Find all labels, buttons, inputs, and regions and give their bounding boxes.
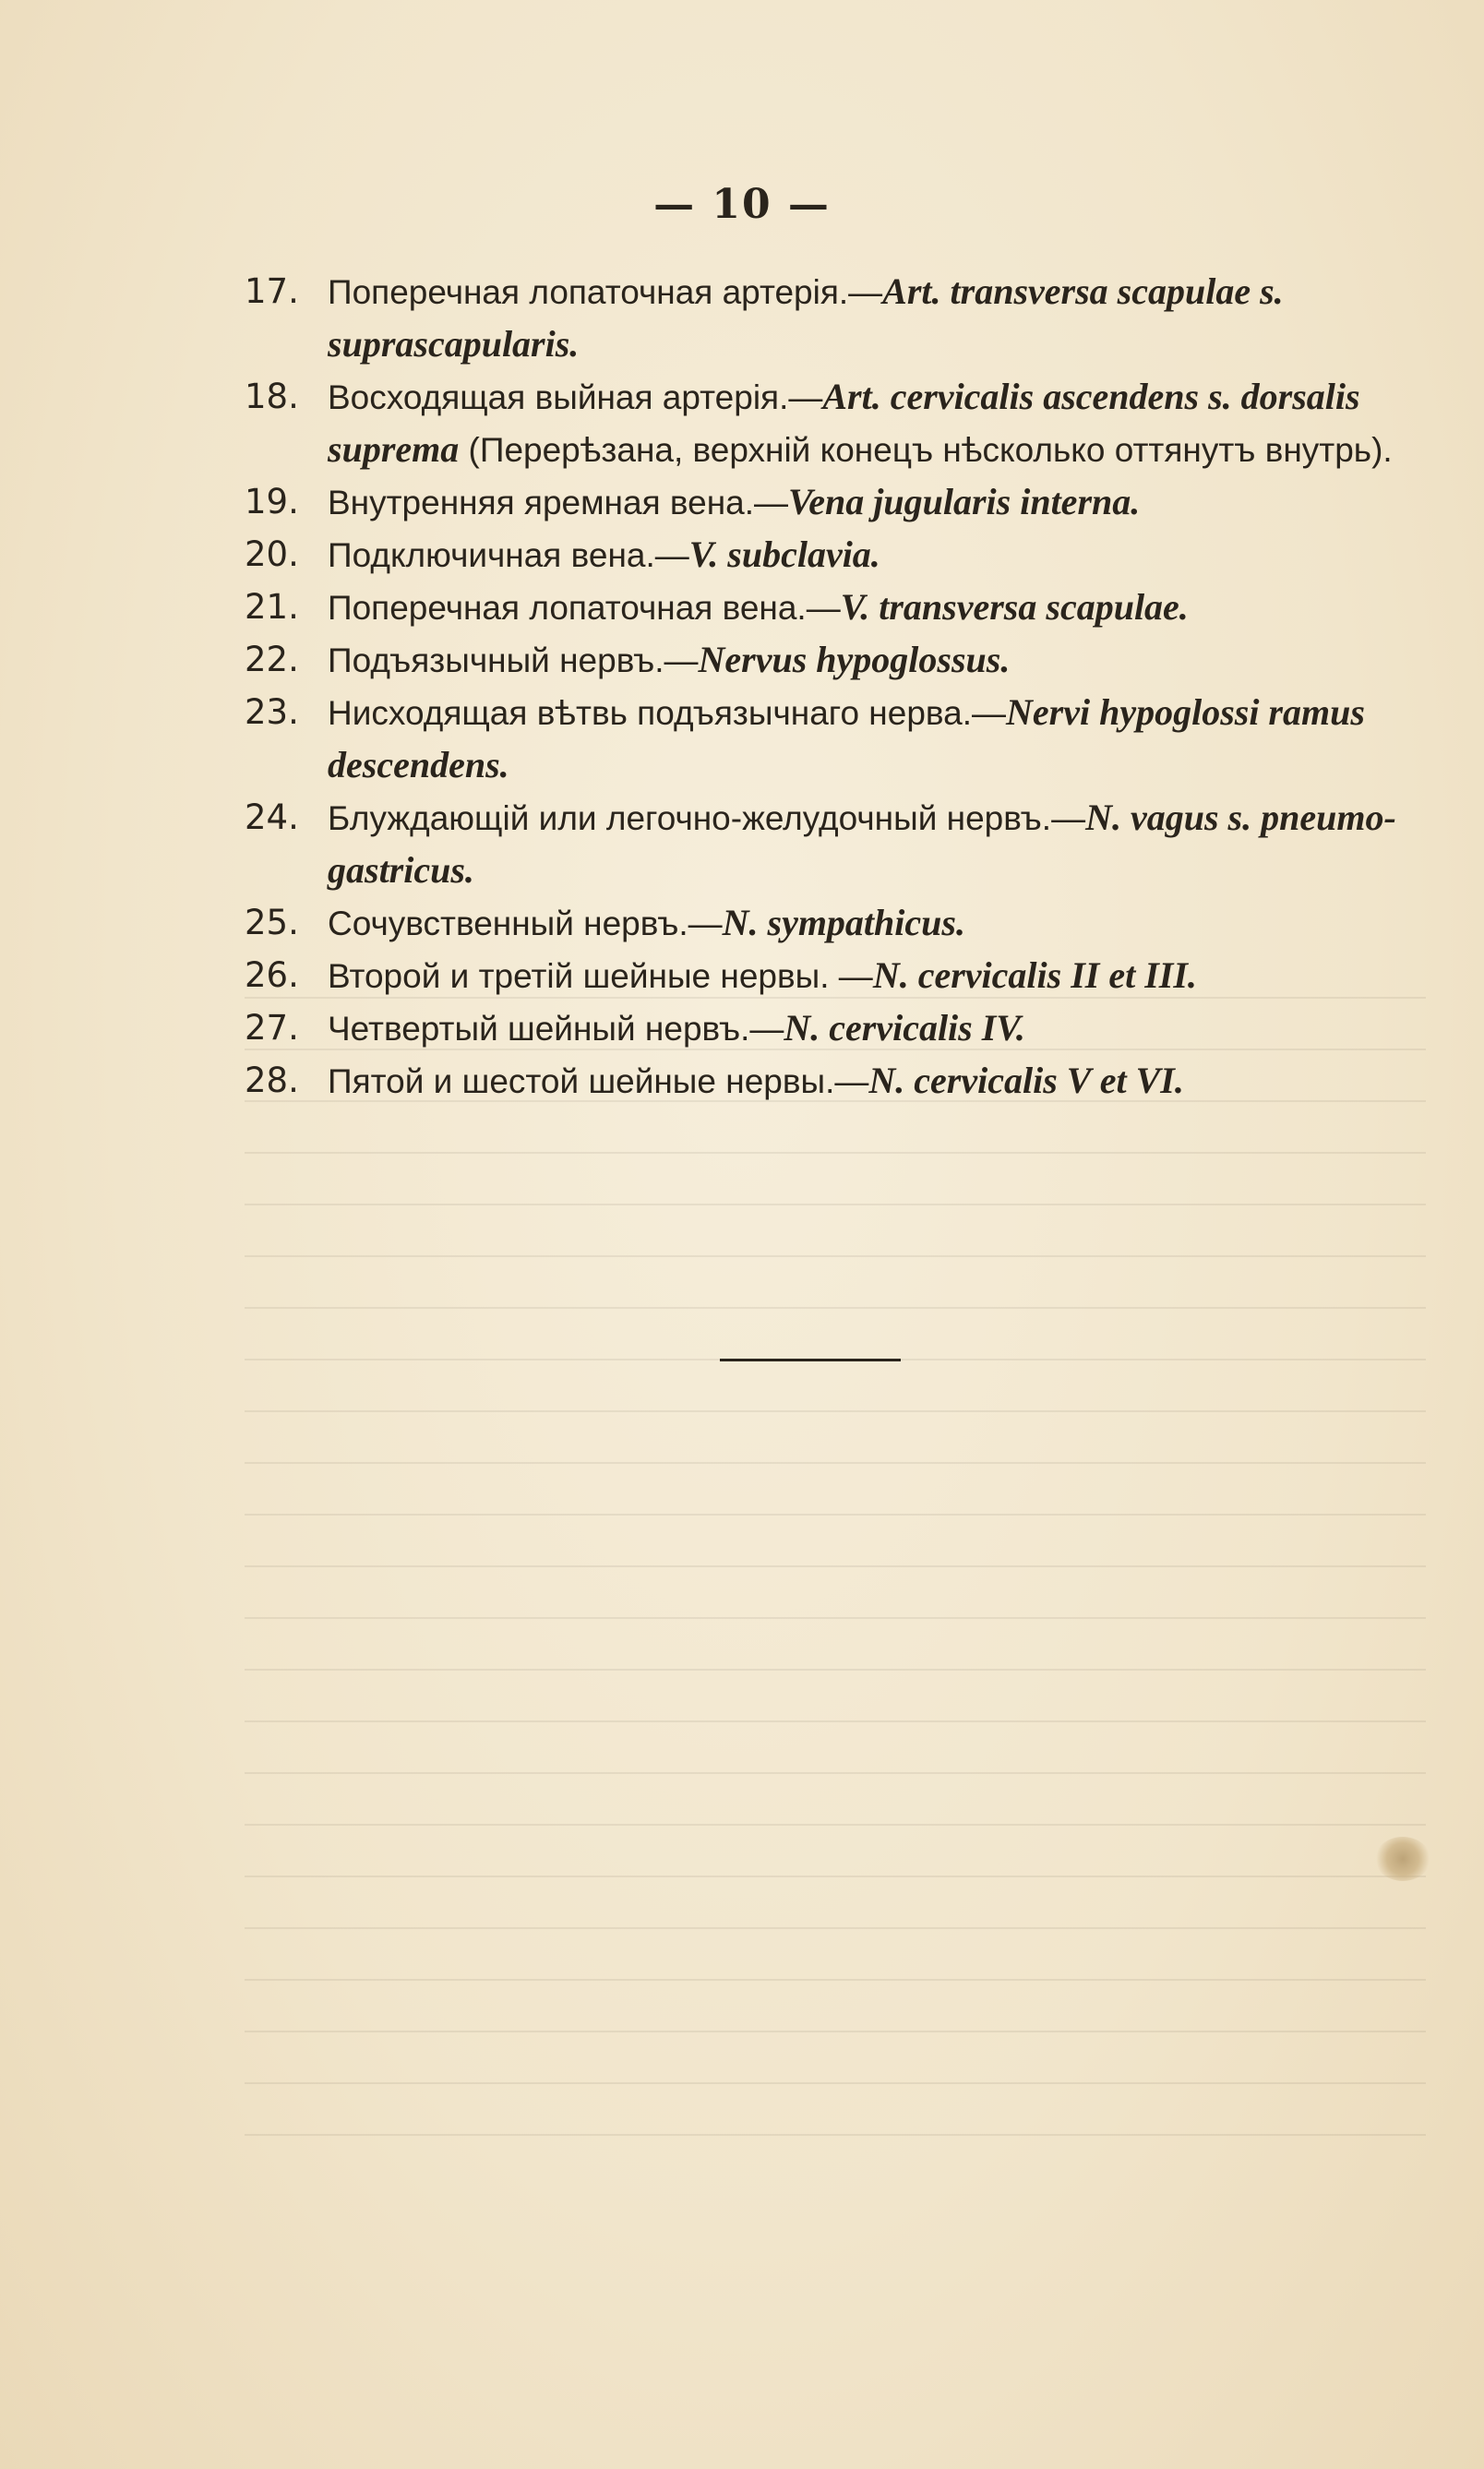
legend-entry	[245, 634, 1426, 687]
entry-text	[328, 792, 1426, 897]
entry-number: 19.	[245, 482, 299, 521]
legend-entry	[245, 476, 1426, 529]
section-divider	[720, 1359, 901, 1361]
entry-russian: Подключичная вена.—	[328, 536, 689, 574]
paper-stain	[1375, 1837, 1430, 1881]
entry-russian: Восходящая выйная артерія.—	[328, 378, 823, 416]
entry-latin: N. vagus s. pneumo-gastricus.	[328, 797, 1396, 891]
legend-list	[245, 266, 1426, 1108]
entry-russian: Поперечная лопаточная артерія.—	[328, 273, 883, 311]
legend-entry	[245, 1055, 1426, 1108]
entry-latin: Nervi hypoglossi ramus descendens.	[328, 691, 1365, 785]
entry-number: 17.	[245, 271, 299, 311]
entry-russian: Нисходящая вѣтвь подъязычнаго нерва.—	[328, 694, 1006, 732]
entry-text	[328, 581, 1426, 634]
entry-number: 18.	[245, 377, 299, 416]
entry-text	[328, 1002, 1426, 1055]
entry-text	[328, 687, 1426, 792]
entry-russian: Четвертый шейный нервъ.—	[328, 1010, 784, 1048]
entry-number: 27.	[245, 1008, 299, 1048]
entry-russian: Сочувственный нервъ.—	[328, 905, 723, 942]
entry-text	[328, 1055, 1426, 1108]
entry-russian: Поперечная лопаточная вена.—	[328, 589, 841, 627]
entry-number: 21.	[245, 587, 299, 627]
legend-entry	[245, 529, 1426, 581]
entry-latin: N. cervicalis IV.	[784, 1007, 1025, 1049]
legend-entry	[245, 371, 1426, 476]
entry-latin: V. subclavia.	[688, 533, 880, 575]
legend-entry	[245, 950, 1426, 1002]
entry-note: (Перерѣзана, верхній конецъ нѣсколько оттянутъ внутрь).	[459, 431, 1393, 469]
entry-text	[328, 897, 1426, 950]
entry-latin: V. transversa scapulae.	[840, 586, 1189, 628]
entry-number: 24.	[245, 797, 299, 837]
legend-entry	[245, 1002, 1426, 1055]
entry-latin: Nervus hypoglossus.	[698, 639, 1011, 680]
entry-latin: N. sympathicus.	[722, 902, 965, 943]
entry-number: 22.	[245, 640, 299, 679]
legend-entry	[245, 792, 1426, 897]
entry-text	[328, 950, 1426, 1002]
entry-russian: Второй и третій шейные нервы. —	[328, 957, 873, 995]
legend-entry	[245, 687, 1426, 792]
entry-text	[328, 476, 1426, 529]
entry-latin: Vena jugularis interna.	[788, 481, 1141, 522]
entry-latin: N. cervicalis II et III.	[872, 954, 1197, 996]
show-through-texture	[245, 969, 1426, 2169]
entry-text	[328, 529, 1426, 581]
entry-text	[328, 371, 1426, 476]
entry-latin: Art. transversa scapulae s. suprascapularis.	[328, 270, 1284, 365]
entry-number: 26.	[245, 955, 299, 995]
legend-entry	[245, 266, 1426, 371]
entry-text	[328, 634, 1426, 687]
entry-russian: Подъязычный нервъ.—	[328, 641, 699, 679]
entry-russian: Блуждающій или легочно-желудочный нервъ.—	[328, 799, 1086, 837]
entry-number: 23.	[245, 692, 299, 732]
entry-text	[328, 266, 1426, 371]
legend-entry	[245, 897, 1426, 950]
entry-number: 20.	[245, 534, 299, 574]
entry-latin: N. cervicalis V et VI.	[868, 1060, 1184, 1101]
entry-russian: Пятой и шестой шейные нервы.—	[328, 1062, 869, 1100]
entry-latin: Art. cervicalis ascendens s. dorsalis suprema	[328, 376, 1360, 470]
legend-entry	[245, 581, 1426, 634]
entry-number: 28.	[245, 1061, 299, 1100]
entry-number: 25.	[245, 903, 299, 942]
entry-russian: Внутренняя яремная вена.—	[328, 484, 788, 521]
page-number: — 10 —	[653, 181, 831, 228]
